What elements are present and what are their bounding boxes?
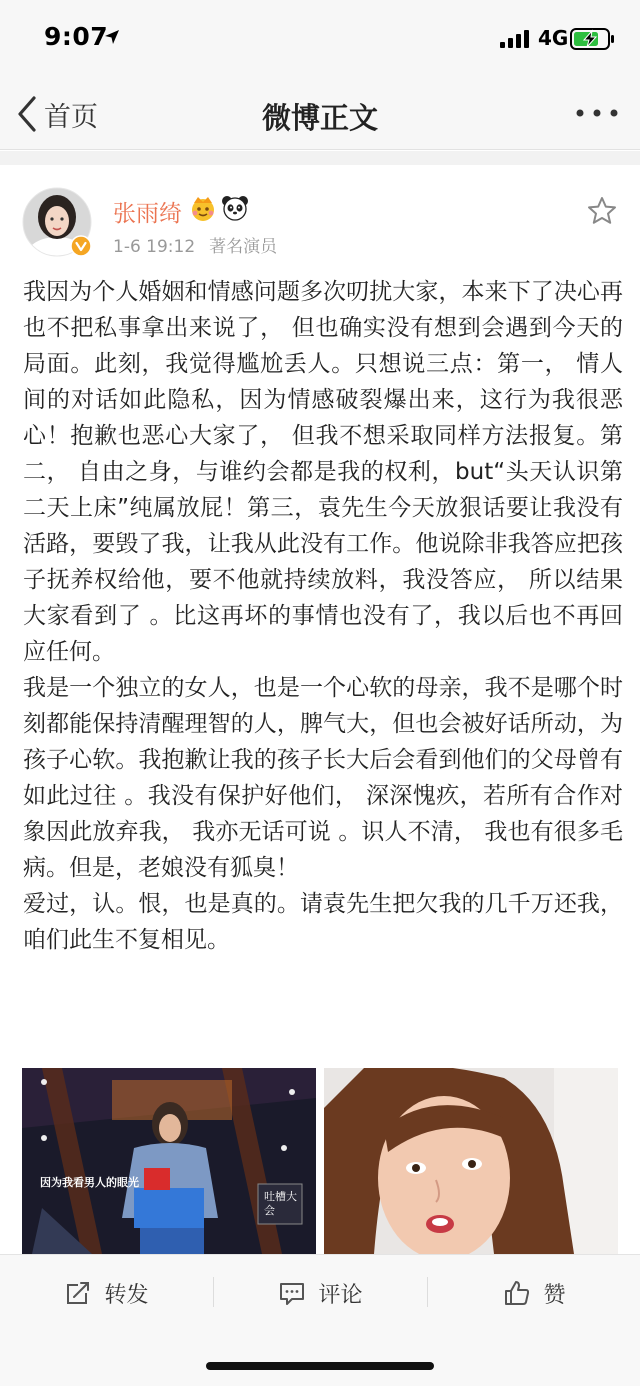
comment-label: 评论 [318,1282,363,1308]
location-arrow-icon [103,28,121,46]
verified-title: 著名演员 [209,237,278,257]
more-dots-icon[interactable] [572,98,622,128]
verified-badge-icon [70,235,92,257]
thumbs-up-icon [503,1279,531,1307]
post-image-1[interactable] [22,1068,316,1254]
post-meta [113,232,277,257]
repost-button[interactable] [0,1271,213,1315]
back-label: 首页 [44,101,98,133]
post-paragraph: 我是一个独立的女人，也是一个心软的母亲，我不是哪个时刻都能保持清醒理智的人，脾气大，但也会被好话所动，为孩子心软。我抱歉让我的孩子长大后会看到他们的父母曾有如此过往 。我没有保护好他们， 深深愧疚，若所有合作对象因此放弃我， 我亦无话可说 。识人不清， 我也有很多毛病。但是，老娘没有狐臭！ [23,675,623,881]
page-title: 微博正文 [261,101,378,135]
image-caption: 因为我看男人的眼光 [40,1176,139,1189]
status-time: 9:07 [44,22,109,51]
comment-button[interactable] [214,1271,427,1315]
battery-charging-icon [570,27,616,51]
home-indicator[interactable] [206,1362,434,1370]
status-bar [0,0,640,78]
user-badges [188,193,250,223]
post-image-2[interactable] [324,1068,618,1254]
separator [0,151,640,165]
panda-icon [220,193,250,223]
post-paragraph: 我因为个人婚姻和情感问题多次叨扰大家，本来下了决心再也不把私事拿出来说了， 但也确实没有想到会遇到今天的局面。此刻，我觉得尴尬丢人。只想说三点：第一， 情人间的对话如此隐私，因为情感破裂爆出来，这行为我很恶心！抱歉也恶心大家了， 但我不想采取同样方法报复。第二， 自由之身，与谁约会都是我的权利，but“头天认识第二天上床”纯属放屁！第三，袁先生今天放狠话要让我没有活路，要毁了我，让我从此没有工作。他说除非我答应把孩子抚养权给他，要不他就持续放料，我没答应， 所以结果大家看到了 。比这再坏的事情也没有了，我以后也不再回应任何。 [23,279,623,665]
image-side-text: 吐槽大会 [264,1190,297,1217]
post-paragraph: 爱过，认。恨，也是真的。请袁先生把欠我的几千万还我，咱们此生不复相见。 [23,891,623,953]
repost-icon [64,1279,92,1307]
signal-icon [500,30,532,48]
author-name[interactable]: 张雨绮 [113,201,182,227]
star-icon[interactable] [586,195,618,227]
post-date: 1-6 19:12 [113,237,196,257]
repost-label: 转发 [104,1282,149,1308]
network-type: 4G [538,26,569,50]
avatar[interactable] [22,187,92,257]
post-text [23,274,623,958]
like-label: 赞 [543,1282,566,1308]
nav-bar [0,78,640,150]
vip-crown-icon [188,193,218,223]
comment-icon [278,1279,306,1307]
like-button[interactable] [428,1271,640,1315]
